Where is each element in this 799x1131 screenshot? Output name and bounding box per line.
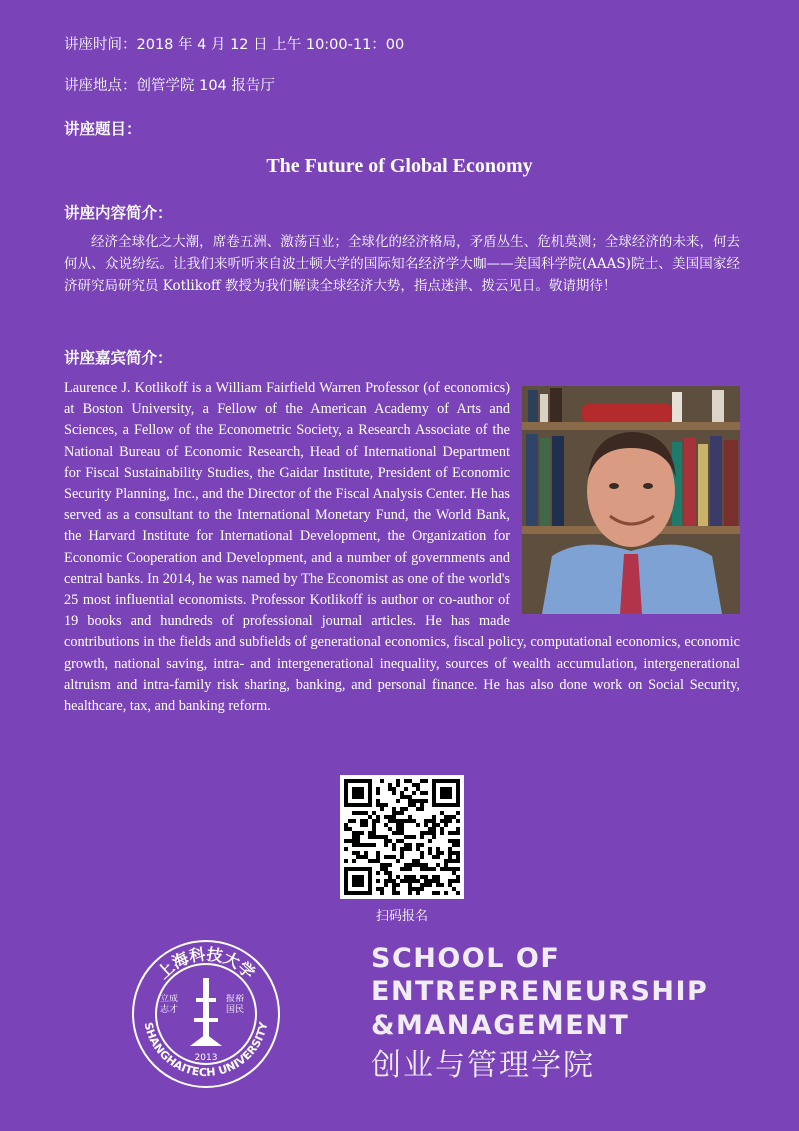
guest-bio-text: Laurence J. Kotlikoff is a William Fairfield Warren Professor (of economics) at Boston University, a Fellow of the American Academy of Arts and Sciences, a Fellow of the Econometric Society, a Research Associate of the National Bureau of Economic Research, Head of International Department for Fiscal Sustainability Studies, the Gaidar Institute, President of Economic Security Planning, Inc., and the Director of the Fiscal Analysis Center. He has served as a consultant to the International Monetary Fund, the World Bank, the Harvard Institute for International Development, the Organization for Economic Cooperation and Development, and a number of governments and central banks. In 2014, he was named by The Economist as one of the world's 25 most influential economists. Professor Kotlikoff is author or co-author of 19 books and hundreds of professional journal articles. He has made contributions in the fields and subfields of generational economics, fiscal policy, computational economics, economic growth, national saving, intra- and intergenerational inequality, sources of wealth accumulation, intergenerational altruism and intra-family risk sharing, banking, and personal finance. He has also done work on Social Security, healthcare, tax, and banking reform. xyxy=(64,380,740,715)
lecture-place: 讲座地点：创管学院 104 报告厅 xyxy=(64,78,275,94)
guest-bio-block xyxy=(64,378,740,717)
school-name-chinese: 创业与管理学院 xyxy=(371,1048,595,1083)
topic-heading: 讲座题目： xyxy=(64,120,142,138)
qr-label: 扫码报名 xyxy=(375,909,428,924)
guest-heading: 讲座嘉宾简介： xyxy=(64,349,173,367)
school-name-line-2: ENTREPRENEURSHIP xyxy=(371,976,709,1007)
content-heading: 讲座内容简介： xyxy=(64,204,173,222)
lecture-time: 讲座时间：2018 年 4 月 12 日 上午 10:00-11：00 xyxy=(64,37,405,53)
seal-top-text: 上海科技大学 xyxy=(153,944,259,983)
shanghaitech-seal-logo xyxy=(130,938,282,1090)
school-name-line-3: &MANAGEMENT xyxy=(371,1010,630,1041)
speaker-photo xyxy=(522,386,740,614)
seal-year: 2013 xyxy=(194,1053,218,1063)
content-description: 经济全球化之大潮，席卷五洲、激荡百业；全球化的经济格局，矛盾丛生、危机莫测；全球经济的未来，何去何从、众说纷纭。让我们来听听来自波士顿大学的国际知名经济学大咖——美国科学院(AAAS)院士、美国国家经济研究局研究员 Kotlikoff 教授为我们解读全球经济大势，指点迷津、拨云见日。敬请期待！ xyxy=(64,234,740,294)
school-name-line-1: SCHOOL OF xyxy=(371,943,561,974)
qr-code[interactable] xyxy=(340,775,464,899)
talk-title: The Future of Global Economy xyxy=(266,155,533,177)
seal-bottom-text: SHANGHAITECH UNIVERSITY xyxy=(141,1021,271,1080)
seal-right-motto: 报裕国民 xyxy=(226,994,245,1015)
seal-left-motto: 立成志才 xyxy=(160,994,179,1015)
